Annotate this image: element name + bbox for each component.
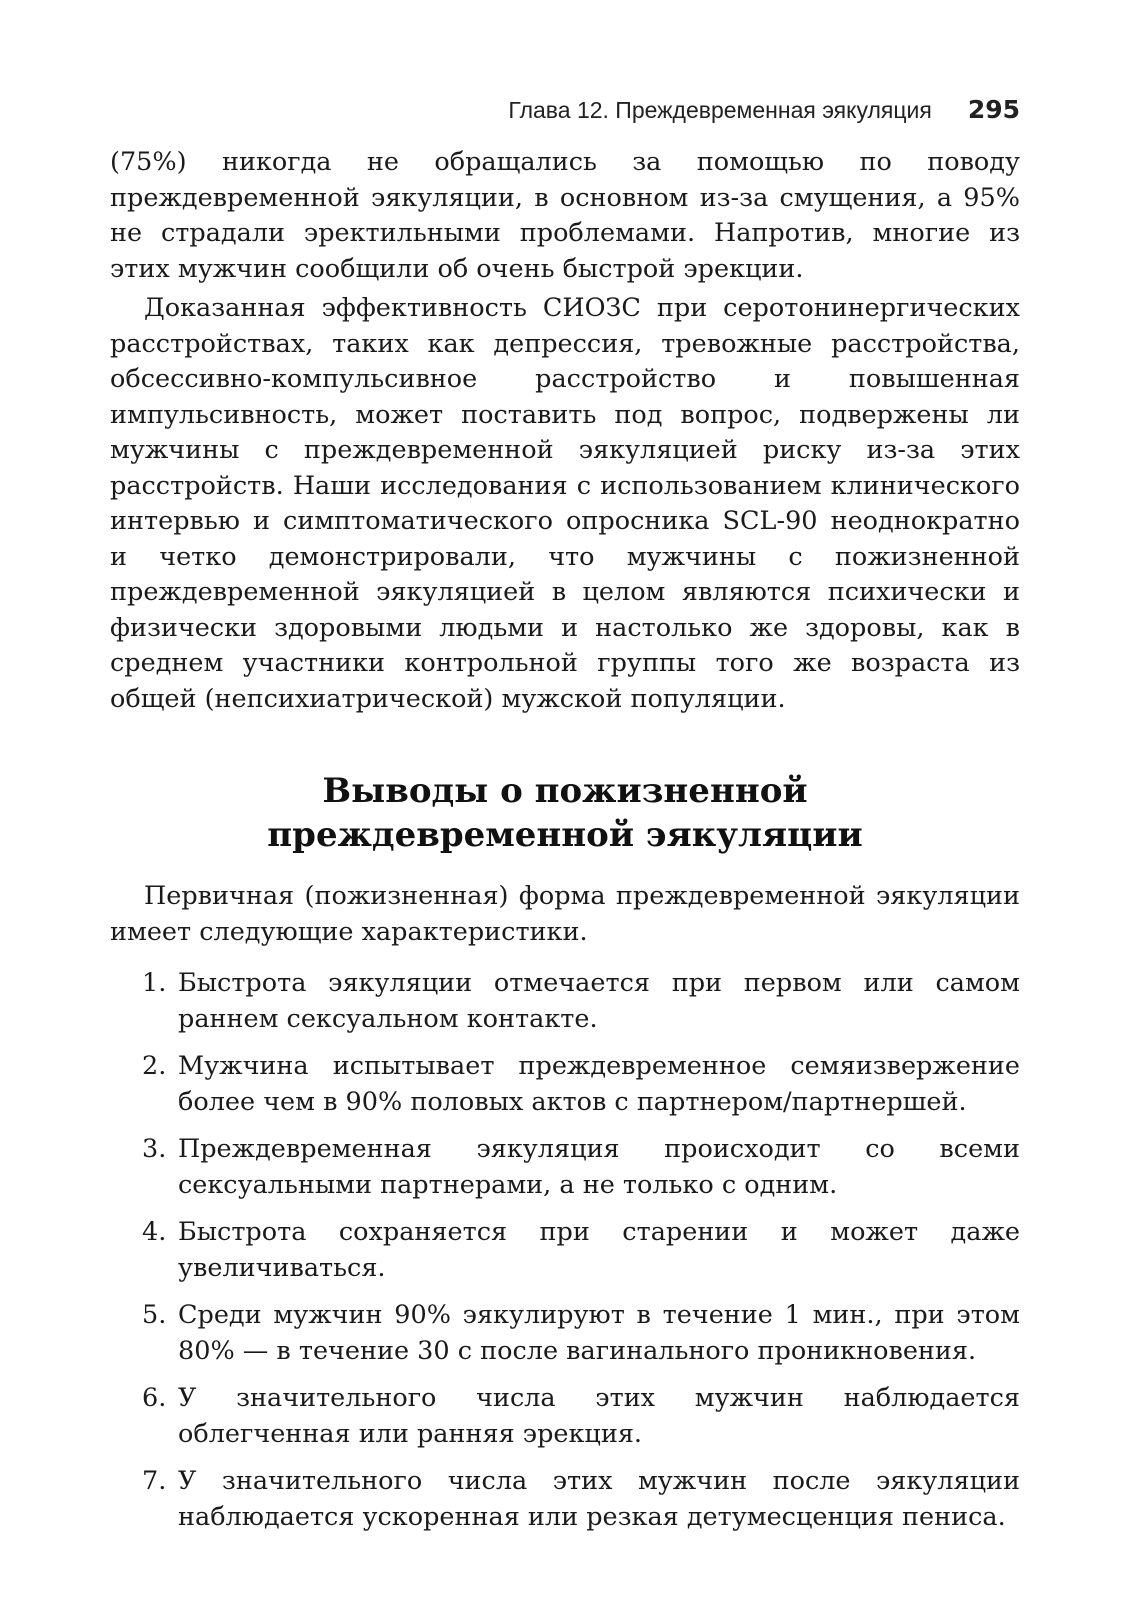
- list-item-number: 2.: [142, 1051, 167, 1081]
- paragraph-ssri: Доказанная эффективность СИОЗС при серотонинергических расстройствах, таких как депрессия, тревожные расстройства, обсессивно-компульсивное расстройство и повышенная импульсивность, может поставить под вопрос, подвержены ли мужчины с преждевременной эякуляцией риску из-за этих расстройств. Наши исследования с использованием клинического интервью и симптоматического опросника SCL-90 неоднократно и четко демонстрировали, что мужчины с пожизненной преждевременной эякуляцией в целом являются психически и физически здоровыми людьми и настолько же здоровы, как в среднем участники контрольной группы того же возраста из общей (непсихиатрической) мужской популяции.: [110, 293, 1020, 714]
- list-item: [110, 1132, 1020, 1203]
- list-item-text: У значительного числа этих мужчин после эякуляции наблюдается ускоренная или резкая детумесценция пениса.: [178, 1466, 1020, 1532]
- list-item-number: 1.: [142, 968, 167, 998]
- list-item-number: 3.: [142, 1134, 167, 1164]
- characteristics-list: [110, 966, 1020, 1535]
- section-title-line-1: Выводы о пожизненной: [322, 771, 808, 811]
- list-item-text: Быстрота сохраняется при старении и может даже увеличиваться.: [178, 1217, 1020, 1283]
- list-item: [110, 1464, 1020, 1535]
- list-item: [110, 966, 1020, 1037]
- list-item-text: Мужчина испытывает преждевременное семяизвержение более чем в 90% половых актов с партнером/партнершей.: [178, 1051, 1020, 1117]
- list-item-text: У значительного числа этих мужчин наблюдается облегченная или ранняя эрекция.: [178, 1383, 1020, 1449]
- list-item: [110, 1049, 1020, 1120]
- list-item-text: Преждевременная эякуляция происходит со всеми сексуальными партнерами, а не только с одним.: [178, 1134, 1020, 1200]
- chapter-title: Глава 12. Преждевременная эякуляция: [508, 97, 932, 123]
- list-item: [110, 1215, 1020, 1286]
- list-item-number: 5.: [142, 1300, 167, 1330]
- list-item-number: 7.: [142, 1466, 167, 1496]
- list-item-number: 6.: [142, 1383, 167, 1413]
- book-page: [110, 95, 1020, 1547]
- section-title: [110, 769, 1020, 857]
- list-item-number: 4.: [142, 1217, 167, 1247]
- list-item: [110, 1381, 1020, 1452]
- section-title-line-2: преждевременной эякуляции: [267, 815, 863, 855]
- list-item-text: Быстрота эякуляции отмечается при первом или самом раннем сексуальном контакте.: [178, 968, 1020, 1034]
- paragraph-continuation: (75%) никогда не обращались за помощью по поводу преждевременной эякуляции, в основном из-за смущения, а 95% не страдали эректильными проблемами. Напротив, многие из этих мужчин сообщили об очень быстрой эрекции.: [110, 147, 1020, 284]
- running-header: [110, 95, 1020, 145]
- section-intro: Первичная (пожизненная) форма преждевременной эякуляции имеет следующие характеристики.: [110, 881, 1020, 947]
- page-number: 295: [967, 95, 1020, 124]
- list-item: [110, 1298, 1020, 1369]
- list-item-text: Среди мужчин 90% эякулируют в течение 1 мин., при этом 80% — в течение 30 с после вагинального проникновения.: [178, 1300, 1020, 1366]
